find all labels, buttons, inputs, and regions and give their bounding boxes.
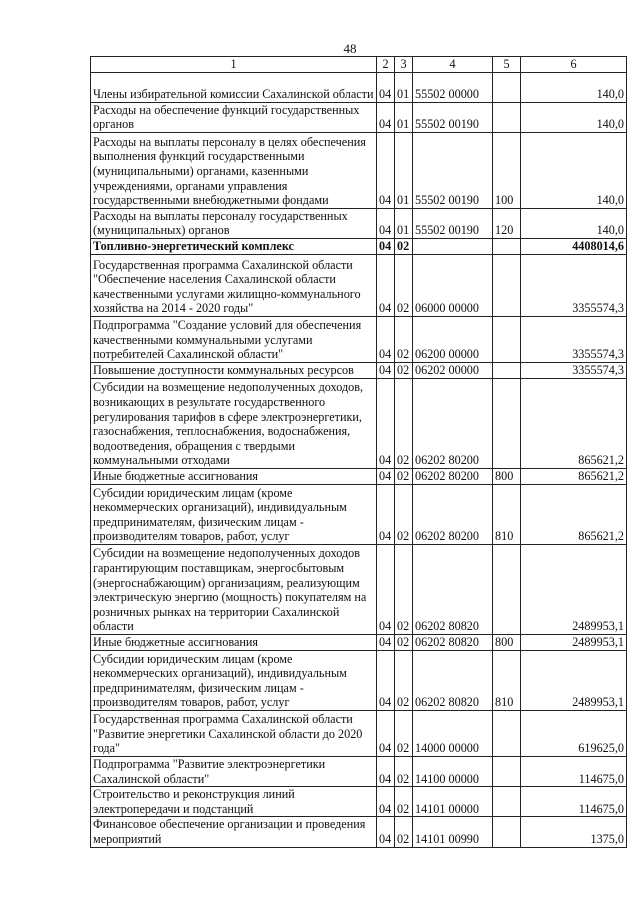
- expense-type-code: [493, 544, 521, 634]
- column-header: 4: [413, 57, 493, 73]
- row-name: Члены избирательной комиссии Сахалинской области: [91, 72, 377, 102]
- expense-type-code: [493, 787, 521, 817]
- table-row: [91, 238, 627, 254]
- subsection-code: 02: [395, 787, 413, 817]
- target-article-code: 14100 00000: [413, 756, 493, 786]
- row-name: Расходы на обеспечение функций государственных органов: [91, 102, 377, 132]
- row-amount: 140,0: [521, 72, 627, 102]
- expense-type-code: [493, 254, 521, 316]
- row-amount: 2489953,1: [521, 544, 627, 634]
- row-name: Субсидии юридическим лицам (кроме некоммерческих организаций), индивидуальным предпринимателям, физическим лицам - производителям товаров, работ, услуг: [91, 650, 377, 710]
- section-code: 04: [377, 756, 395, 786]
- target-article-code: [413, 238, 493, 254]
- subsection-code: 02: [395, 378, 413, 468]
- subsection-code: 01: [395, 132, 413, 208]
- section-code: 04: [377, 634, 395, 650]
- row-name: Повышение доступности коммунальных ресурсов: [91, 362, 377, 378]
- section-code: 04: [377, 787, 395, 817]
- page-number: 48: [343, 41, 357, 56]
- section-code: 04: [377, 650, 395, 710]
- subsection-code: 02: [395, 634, 413, 650]
- target-article-code: 55502 00190: [413, 208, 493, 238]
- row-amount: 140,0: [521, 208, 627, 238]
- row-name: Субсидии на возмещение недополученных доходов гарантирующим поставщикам, энергосбытовым (энергоснабжающим) организациям, реализующим электрическую энергию (мощность) покупателям на розничных рынках на территории Сахалинской области: [91, 544, 377, 634]
- subsection-code: 02: [395, 254, 413, 316]
- row-name: Строительство и реконструкция линий электропередачи и подстанций: [91, 787, 377, 817]
- expense-type-code: 810: [493, 650, 521, 710]
- table-row: [91, 378, 627, 468]
- section-code: 04: [377, 362, 395, 378]
- row-amount: 3355574,3: [521, 254, 627, 316]
- table-row: [91, 787, 627, 817]
- table-row: [91, 468, 627, 484]
- subsection-code: 02: [395, 756, 413, 786]
- row-name: Расходы на выплаты персоналу государственных (муниципальных) органов: [91, 208, 377, 238]
- row-name: Подпрограмма "Создание условий для обеспечения качественными коммунальными услугами потребителей Сахалинской области": [91, 316, 377, 362]
- row-name: Иные бюджетные ассигнования: [91, 634, 377, 650]
- section-code: 04: [377, 378, 395, 468]
- expense-type-code: [493, 238, 521, 254]
- expense-type-code: 800: [493, 468, 521, 484]
- subsection-code: 01: [395, 72, 413, 102]
- subsection-code: 02: [395, 817, 413, 847]
- row-name: Государственная программа Сахалинской области "Развитие энергетики Сахалинской области до 2020 года": [91, 710, 377, 756]
- section-code: 04: [377, 208, 395, 238]
- expense-type-code: [493, 316, 521, 362]
- expense-type-code: 120: [493, 208, 521, 238]
- row-name: Государственная программа Сахалинской области "Обеспечение населения Сахалинской области качественными услугами жилищно-коммунального хозяйства на 2014 - 2020 годы": [91, 254, 377, 316]
- row-name: Субсидии на возмещение недополученных доходов, возникающих в результате государственного регулирования тарифов в сфере электроэнергетики, газоснабжения, теплоснабжения, водоснабжения, водоотведения, обращения с твердыми коммунальными отходами: [91, 378, 377, 468]
- target-article-code: 06202 80820: [413, 544, 493, 634]
- row-amount: 2489953,1: [521, 650, 627, 710]
- target-article-code: 06000 00000: [413, 254, 493, 316]
- target-article-code: 06202 80820: [413, 634, 493, 650]
- subsection-code: 02: [395, 362, 413, 378]
- target-article-code: 14101 00000: [413, 787, 493, 817]
- target-article-code: 06202 00000: [413, 362, 493, 378]
- subsection-code: 02: [395, 484, 413, 544]
- subsection-code: 02: [395, 710, 413, 756]
- section-code: 04: [377, 316, 395, 362]
- expense-type-code: [493, 362, 521, 378]
- column-header: 5: [493, 57, 521, 73]
- table-row: [91, 544, 627, 634]
- row-amount: 140,0: [521, 132, 627, 208]
- row-amount: 114675,0: [521, 787, 627, 817]
- section-code: 04: [377, 72, 395, 102]
- table-row: [91, 650, 627, 710]
- target-article-code: 06202 80820: [413, 650, 493, 710]
- subsection-code: 01: [395, 208, 413, 238]
- row-amount: 865621,2: [521, 468, 627, 484]
- row-name: Субсидии юридическим лицам (кроме некоммерческих организаций), индивидуальным предпринимателям, физическим лицам - производителям товаров, работ, услуг: [91, 484, 377, 544]
- target-article-code: 55502 00000: [413, 72, 493, 102]
- table-row: [91, 72, 627, 102]
- row-amount: 140,0: [521, 102, 627, 132]
- target-article-code: 06202 80200: [413, 468, 493, 484]
- section-code: 04: [377, 817, 395, 847]
- table-row: [91, 756, 627, 786]
- column-header: 2: [377, 57, 395, 73]
- subsection-code: 02: [395, 238, 413, 254]
- table-row: [91, 634, 627, 650]
- section-code: 04: [377, 132, 395, 208]
- row-name: Топливно-энергетический комплекс: [91, 238, 377, 254]
- row-amount: 114675,0: [521, 756, 627, 786]
- expense-type-code: [493, 378, 521, 468]
- expense-type-code: [493, 72, 521, 102]
- section-code: 04: [377, 254, 395, 316]
- expense-type-code: [493, 102, 521, 132]
- section-code: 04: [377, 238, 395, 254]
- target-article-code: 55502 00190: [413, 132, 493, 208]
- subsection-code: 02: [395, 544, 413, 634]
- section-code: 04: [377, 102, 395, 132]
- expense-type-code: 100: [493, 132, 521, 208]
- row-amount: 865621,2: [521, 484, 627, 544]
- row-amount: 1375,0: [521, 817, 627, 847]
- target-article-code: 06202 80200: [413, 484, 493, 544]
- row-amount: 865621,2: [521, 378, 627, 468]
- row-name: Расходы на выплаты персоналу в целях обеспечения выполнения функций государственными (муниципальными) органами, казенными учреждениями, органами управления государственными внебюджетными фондами: [91, 132, 377, 208]
- row-name: Финансовое обеспечение организации и проведения мероприятий: [91, 817, 377, 847]
- section-code: 04: [377, 468, 395, 484]
- table-row: [91, 316, 627, 362]
- column-header: 6: [521, 57, 627, 73]
- target-article-code: 14101 00990: [413, 817, 493, 847]
- target-article-code: 55502 00190: [413, 102, 493, 132]
- row-amount: 619625,0: [521, 710, 627, 756]
- section-code: 04: [377, 710, 395, 756]
- table-row: [91, 710, 627, 756]
- expense-type-code: 800: [493, 634, 521, 650]
- subsection-code: 01: [395, 102, 413, 132]
- row-name: Иные бюджетные ассигнования: [91, 468, 377, 484]
- row-amount: 4408014,6: [521, 238, 627, 254]
- target-article-code: 06202 80200: [413, 378, 493, 468]
- column-header: 3: [395, 57, 413, 73]
- expense-type-code: [493, 817, 521, 847]
- subsection-code: 02: [395, 316, 413, 362]
- table-row: [91, 254, 627, 316]
- expense-type-code: [493, 756, 521, 786]
- row-name: Подпрограмма "Развитие электроэнергетики Сахалинской области": [91, 756, 377, 786]
- budget-table: [90, 56, 627, 848]
- table-row: [91, 817, 627, 847]
- expense-type-code: 810: [493, 484, 521, 544]
- subsection-code: 02: [395, 650, 413, 710]
- column-header: 1: [91, 57, 377, 73]
- row-amount: 3355574,3: [521, 362, 627, 378]
- subsection-code: 02: [395, 468, 413, 484]
- expense-type-code: [493, 710, 521, 756]
- target-article-code: 14000 00000: [413, 710, 493, 756]
- table-row: [91, 208, 627, 238]
- row-amount: 3355574,3: [521, 316, 627, 362]
- section-code: 04: [377, 544, 395, 634]
- target-article-code: 06200 00000: [413, 316, 493, 362]
- table-row: [91, 102, 627, 132]
- table-row: [91, 484, 627, 544]
- table-row: [91, 362, 627, 378]
- row-amount: 2489953,1: [521, 634, 627, 650]
- column-number-row: [91, 57, 627, 73]
- section-code: 04: [377, 484, 395, 544]
- table-row: [91, 132, 627, 208]
